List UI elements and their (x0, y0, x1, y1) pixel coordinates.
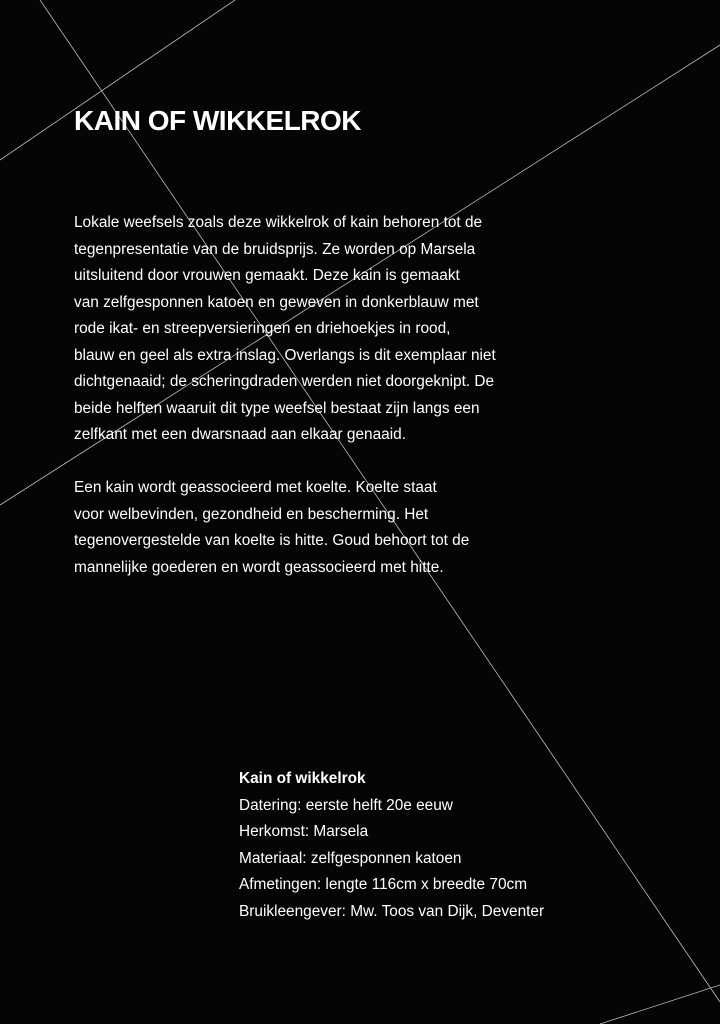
paragraph-line: blauw en geel als extra inslag. Overlangs is dit exemplaar niet (74, 346, 496, 364)
paragraph-line: Een kain wordt geassocieerd met koelte. Koelte staat (74, 479, 437, 496)
paragraph-line: rode ikat- en streepversieringen en driehoekjes in rood, (74, 320, 451, 337)
paragraph-line: beide helften waaruit dit type weefsel bestaat zijn langs een (74, 399, 480, 417)
caption-title: Kain of wikkelrok (239, 770, 366, 787)
paragraph-line: van zelfgesponnen katoen en geweven in donkerblauw met (74, 293, 479, 311)
paragraph-1 (74, 210, 554, 449)
paragraph-line: tegenovergestelde van koelte is hitte. Goud behoort tot de (74, 532, 470, 549)
paragraph-line: tegenpresentatie van de bruidsprijs. Ze worden op Marsela (74, 240, 476, 258)
caption-origin: Herkomst: Marsela (239, 823, 369, 840)
paragraph-line: voor welbevinden, gezondheid en bescherming. Het (74, 505, 429, 523)
caption-dimensions: Afmetingen: lengte 116cm x breedte 70cm (239, 876, 528, 893)
paragraph-line: dichtgenaaid; de scheringdraden werden niet doorgeknipt. De (74, 373, 495, 390)
page-title: KAIN OF WIKKELROK (74, 105, 362, 136)
paragraph-line: Lokale weefsels zoals deze wikkelrok of kain behoren tot de (74, 214, 483, 231)
paragraph-line: mannelijke goederen en wordt geassocieerd met hitte. (74, 558, 444, 576)
paragraph-line: zelfkant met een dwarsnaad aan elkaar genaaid. (74, 426, 406, 443)
caption-material: Materiaal: zelfgesponnen katoen (239, 849, 462, 867)
caption-lender: Bruikleengever: Mw. Toos van Dijk, Deventer (239, 902, 545, 920)
diagonal-line-bottom (600, 985, 720, 1024)
paragraph-line: uitsluitend door vrouwen gemaakt. Deze kain is gemaakt (74, 267, 460, 284)
object-caption (239, 766, 659, 925)
paragraph-2 (74, 475, 554, 581)
caption-dating: Datering: eerste helft 20e eeuw (239, 796, 453, 814)
body-text (74, 210, 554, 608)
